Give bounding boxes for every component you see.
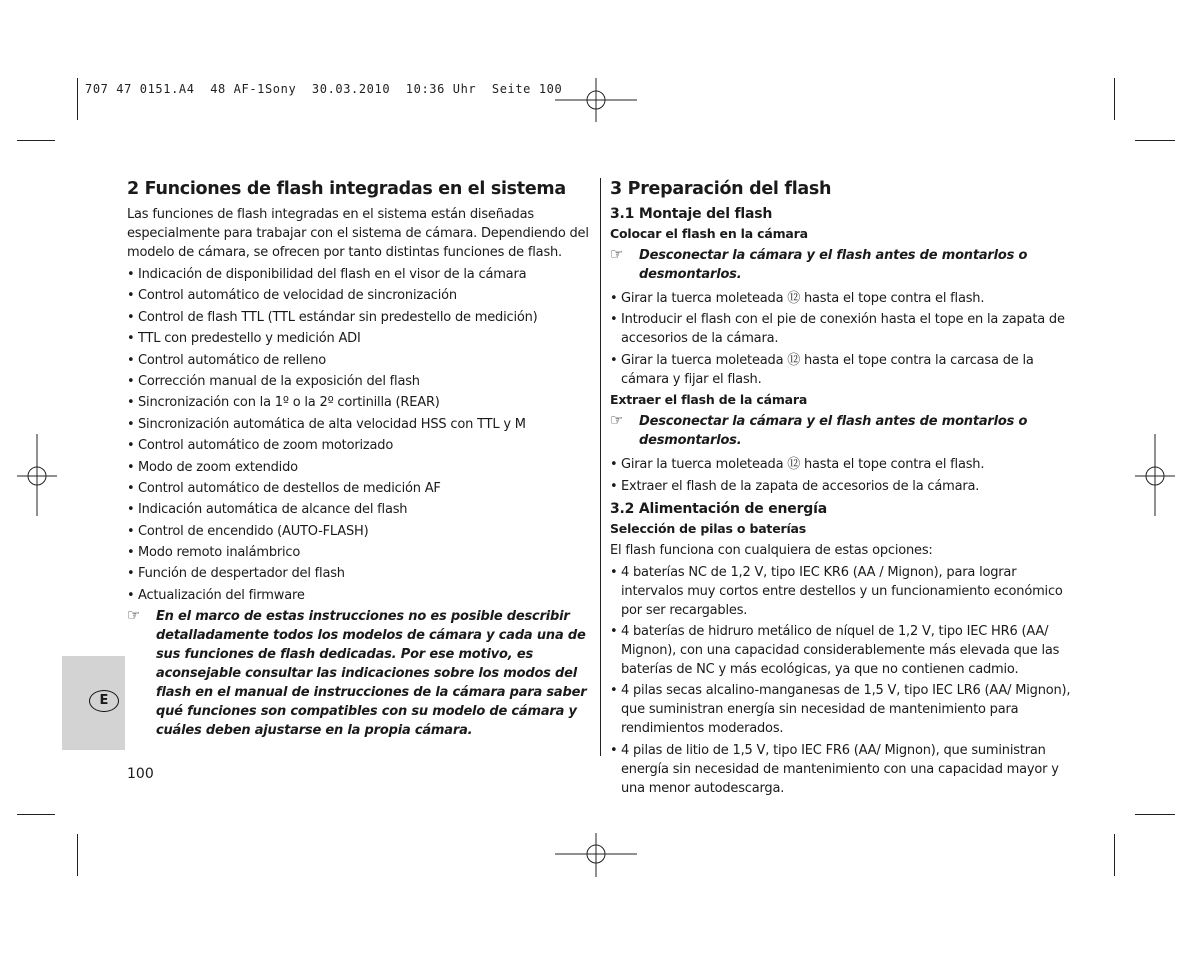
section-title: 3 Preparación del flash [610, 179, 832, 199]
language-badge: E [89, 690, 119, 712]
note [610, 246, 1078, 284]
note-text: Desconectar la cámara y el flash antes de montarlos o desmontarlos. [639, 248, 1028, 282]
step-list [610, 289, 1078, 389]
column-divider [600, 178, 601, 756]
sub-heading: Colocar el flash en la cámara [610, 226, 808, 241]
right-column [610, 177, 1078, 800]
pointing-hand-icon: ☞ [127, 606, 141, 625]
list-item: • Control automático de destellos de medición AF [127, 479, 589, 498]
list-item: • 4 pilas secas alcalino-manganesas de 1,5 V, tipo IEC LR6 (AA/ Mignon), que suministran energía sin necesidad de mantenimiento para rendimientos moderados. [610, 681, 1078, 738]
list-item: • Girar la tuerca moleteada ⑫ hasta el tope contra el flash. [610, 289, 1078, 308]
registration-mark-icon [17, 434, 57, 516]
crop-mark [17, 140, 55, 141]
pointing-hand-icon: ☞ [610, 245, 624, 263]
battery-list [610, 563, 1078, 798]
pointing-hand-icon: ☞ [610, 411, 624, 430]
list-item: • 4 pilas de litio de 1,5 V, tipo IEC FR6 (AA/ Mignon), que suministran energía sin necesidad de mantenimiento con una capacidad mayor y una menor autodescarga. [610, 741, 1078, 798]
list-item: • Sincronización con la 1º o la 2º cortinilla (REAR) [127, 393, 589, 412]
list-item: • Girar la tuerca moleteada ⑫ hasta el tope contra el flash. [610, 455, 1078, 474]
left-column [127, 177, 589, 745]
list-item: • Control automático de velocidad de sincronización [127, 286, 589, 305]
step-list [610, 455, 1078, 495]
intro-paragraph: El flash funciona con cualquiera de estas opciones: [610, 542, 933, 558]
note [610, 412, 1078, 450]
list-item: • Girar la tuerca moleteada ⑫ hasta el tope contra la carcasa de la cámara y fijar el flash. [610, 351, 1078, 389]
crop-mark [1114, 78, 1115, 120]
feature-list [127, 265, 589, 605]
list-item: • Introducir el flash con el pie de conexión hasta el tope en la zapata de accesorios de la cámara. [610, 310, 1078, 348]
list-item: • Modo de zoom extendido [127, 458, 589, 477]
page-number: 100 [127, 766, 154, 782]
subsection-heading: 3.1 Montaje del flash [610, 206, 773, 222]
registration-mark-icon [555, 78, 637, 122]
list-item: • Indicación automática de alcance del flash [127, 500, 589, 519]
crop-mark [1135, 140, 1175, 141]
list-item: • Sincronización automática de alta velocidad HSS con TTL y M [127, 415, 589, 434]
list-item: • Control de encendido (AUTO-FLASH) [127, 522, 589, 541]
crop-mark [1135, 814, 1175, 815]
crop-mark [17, 814, 55, 815]
list-item: • Función de despertador del flash [127, 564, 589, 583]
list-item: • Corrección manual de la exposición del flash [127, 372, 589, 391]
crop-mark [77, 834, 78, 876]
list-item: • 4 baterías de hidruro metálico de níquel de 1,2 V, tipo IEC HR6 (AA/ Mignon), con una capacidad considerablemente más elevada que las baterías de NC y más ecológicas, ya que no contienen cadmio. [610, 622, 1078, 679]
note-text: Desconectar la cámara y el flash antes de montarlos o desmontarlos. [639, 414, 1028, 449]
list-item: • Actualización del firmware [127, 586, 589, 605]
sub-heading: Extraer el flash de la cámara [610, 392, 808, 408]
list-item: • 4 baterías NC de 1,2 V, tipo IEC KR6 (AA / Mignon), para lograr intervalos muy cortos entre destellos y un funcionamiento económico por ser recargables. [610, 563, 1078, 620]
registration-mark-icon [1135, 434, 1175, 516]
print-slug: 707 47 0151.A4 48 AF-1Sony 30.03.2010 10:36 Uhr Seite 100 [85, 82, 563, 96]
subsection-heading: 3.2 Alimentación de energía [610, 500, 827, 517]
section-title: 2 Funciones de flash integradas en el sistema [127, 179, 566, 199]
list-item: • Control de flash TTL (TTL estándar sin predestello de medición) [127, 308, 589, 327]
intro-paragraph: Las funciones de flash integradas en el sistema están diseñadas especialmente para trabajar con el sistema de cámara. Dependiendo del modelo de cámara, se ofrecen por tanto distintas funciones de flash. [127, 207, 589, 260]
registration-mark-icon [555, 833, 637, 877]
note [127, 607, 589, 740]
list-item: • Control automático de relleno [127, 351, 589, 370]
list-item: • Modo remoto inalámbrico [127, 543, 589, 562]
list-item: • TTL con predestello y medición ADI [127, 329, 589, 348]
note-text: En el marco de estas instrucciones no es posible describir detalladamente todos los modelos de cámara y cada una de sus funciones de flash dedicadas. Por ese motivo, es aconsejable consultar las indicaciones sobre los modos del flash en el manual de instrucciones de la cámara para saber qué funciones son compatibles con su modelo de cámara y cuáles deben ajustarse en la propia cámara. [156, 609, 587, 739]
list-item: • Extraer el flash de la zapata de accesorios de la cámara. [610, 477, 1078, 496]
list-item: • Indicación de disponibilidad del flash en el visor de la cámara [127, 265, 589, 284]
sub-heading: Selección de pilas o baterías [610, 520, 807, 536]
crop-mark [77, 78, 78, 120]
list-item: • Control automático de zoom motorizado [127, 436, 589, 455]
crop-mark [1114, 834, 1115, 876]
